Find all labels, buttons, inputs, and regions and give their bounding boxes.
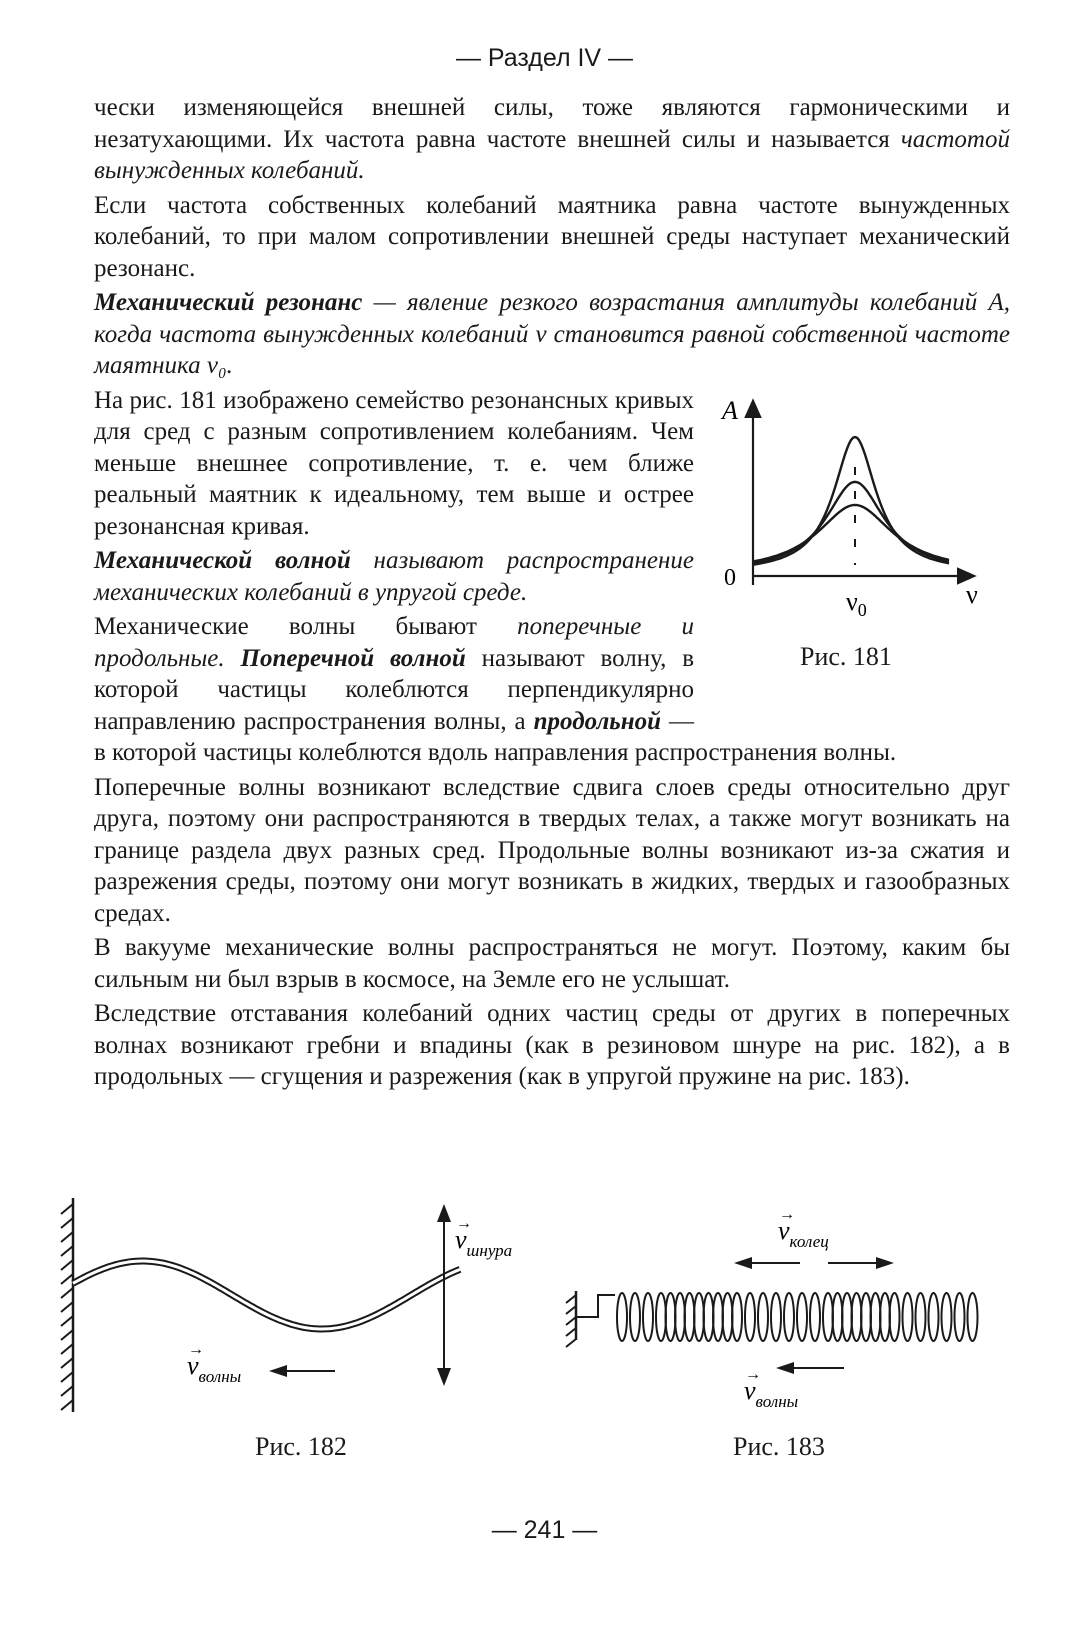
arrow-left-icon <box>269 1365 287 1377</box>
figure-182 <box>55 1190 535 1420</box>
page-header: — Раздел IV — <box>455 44 634 72</box>
p7-text: Поперечные волны возникают вследствие сдвига слоев среды относительно друг друга, поэтому они распространяются в твердых телах, а также могут возникать на границе раздела двух разных сред. Продольные волны возникают из-за сжатия и разрежения среды, поэтому они могут возникать в жидких, твердых и газообразных средах. <box>94 773 1010 927</box>
wall-hatching <box>61 1204 73 1410</box>
hatch-line <box>566 1317 576 1325</box>
vec-mark: → <box>456 1215 472 1232</box>
spring-coil <box>942 1293 952 1341</box>
p6-b: поперечные и продольные. <box>94 613 695 672</box>
p4-text: На рис. 181 изображено семейство резонансных кривых для сред с разным сопротивлением колебаниям. Чем меньше внешнее сопротивление, т. е. чем ближе реальный маятник к идеальному, тем выше и острее резонансная кривая. <box>94 386 694 540</box>
p6-f: продольной <box>533 707 662 735</box>
spring-coil <box>771 1293 781 1341</box>
spring-coil <box>916 1293 926 1341</box>
spring-coil <box>903 1293 913 1341</box>
paragraph-7 <box>94 772 1010 930</box>
p6-c <box>225 645 241 672</box>
p6-a: Механические волны бывают <box>94 613 518 640</box>
figure-181 <box>718 395 1018 635</box>
page-footer: — 241 — <box>491 1516 598 1544</box>
v-wave-label: $v_{волны}$ <box>187 1351 242 1386</box>
spring-coil <box>643 1293 653 1341</box>
v-wave-label: $v_{волны}$ <box>744 1376 799 1411</box>
p6-g: — в которой частицы колеблются вдоль направления распространения волны. <box>94 707 897 766</box>
p6-d: Поперечной волной <box>240 644 466 672</box>
paragraph-9 <box>94 998 1010 1093</box>
p1-text: чески изменяющейся внешней силы, тоже являются гармоническими и незатухающими. Их частота равна частоте внешней силы и называется <box>94 94 1010 153</box>
figure-183 <box>560 1195 1010 1425</box>
figure-181-caption: Рис. 181 <box>800 642 892 671</box>
nu0-label: $\nu_0$ <box>846 587 867 620</box>
spring-coil <box>630 1293 640 1341</box>
spring-coil <box>758 1293 768 1341</box>
v-cord-label: $v_{шнура}$ <box>455 1225 513 1260</box>
spring-coil <box>797 1293 807 1341</box>
hatch-line <box>61 1386 73 1396</box>
spring-coil <box>745 1293 755 1341</box>
hatch-line <box>61 1246 73 1256</box>
resonance-curve <box>753 437 949 565</box>
cord-wave-inner <box>73 1261 460 1329</box>
hatch-line <box>61 1288 73 1298</box>
p3-text: — явление резкого возрастания амплитуды колебаний А, когда частота вынужденных колебаний ν становится равной собственной частоте маятника ν₀. <box>94 289 1010 379</box>
spring-coil <box>617 1293 627 1341</box>
spring-coil <box>810 1293 820 1341</box>
paragraph-1 <box>94 92 1010 187</box>
p9-text: Вследствие отставания колебаний одних частиц среды от других в поперечных волнах возникают гребни и впадины (как в резиновом шнуре на рис. 182), а в продольных — сгущения и разрежения (как в упругой пружине на рис. 183). <box>94 1000 1010 1090</box>
paragraph-3 <box>94 287 1010 382</box>
hatch-line <box>61 1316 73 1326</box>
spring-coil <box>784 1293 794 1341</box>
hatch-line <box>566 1328 576 1336</box>
spring-coil <box>968 1293 978 1341</box>
hatch-line <box>61 1232 73 1242</box>
p6-e: называют волну, в которой частицы колеблются перпендикулярно направлению распространения волны, а <box>94 644 695 735</box>
cord-wave-outer <box>73 1261 460 1329</box>
hatch-line <box>61 1218 73 1228</box>
figure-183-caption: Рис. 183 <box>733 1432 825 1461</box>
v-rings-label: $v_{колец}$ <box>778 1216 829 1251</box>
arrow-right-icon <box>876 1257 894 1269</box>
hatch-line <box>61 1358 73 1368</box>
hatch-line <box>61 1274 73 1284</box>
hatch-line <box>61 1344 73 1354</box>
spring-coils <box>617 1293 978 1341</box>
figure-182-caption: Рис. 182 <box>255 1432 347 1461</box>
vec-mark: → <box>188 1341 204 1358</box>
spring-coil <box>929 1293 939 1341</box>
hatch-line <box>61 1400 73 1410</box>
vec-mark: → <box>779 1206 795 1223</box>
resonance-curves <box>753 437 949 565</box>
paragraph-2 <box>94 190 1010 285</box>
arrow-up-icon <box>437 1204 451 1222</box>
arrow-left-icon <box>776 1362 794 1374</box>
p5-text: называют распространение механических колебаний в упругой среде. <box>94 547 694 606</box>
p3-term: Механический резонанс <box>94 289 363 316</box>
arrow-left-icon <box>734 1257 752 1269</box>
hatch-line <box>566 1295 576 1303</box>
hatch-line <box>61 1260 73 1270</box>
p8-text: В вакууме механические волны распространяться не могут. Поэтому, каким бы сильным ни был взрыв в космосе, на Земле его не услышат. <box>94 934 1010 993</box>
vec-mark: → <box>745 1366 761 1383</box>
origin-label: 0 <box>724 565 736 591</box>
hatch-line <box>61 1204 73 1214</box>
arrow-down-icon <box>437 1368 451 1386</box>
hatch-line <box>566 1339 576 1347</box>
wall-hatching <box>566 1295 576 1347</box>
p1-term: частотой вынужденных колебаний. <box>94 125 1010 184</box>
hatch-line <box>61 1330 73 1340</box>
hatch-line <box>61 1302 73 1312</box>
spring-coil <box>955 1293 965 1341</box>
x-axis-label: ν <box>966 580 978 609</box>
hatch-line <box>61 1372 73 1382</box>
p5-term: Механической волной <box>94 547 351 574</box>
p2-text: Если частота собственных колебаний маятника равна частоте вынужденных колебаний, то при малом сопротивлении внешней среды наступает механический резонанс. <box>94 191 1010 282</box>
hatch-line <box>566 1306 576 1314</box>
y-axis-label: A <box>722 396 738 425</box>
spring-lead <box>576 1295 615 1317</box>
paragraph-8 <box>94 932 1010 995</box>
